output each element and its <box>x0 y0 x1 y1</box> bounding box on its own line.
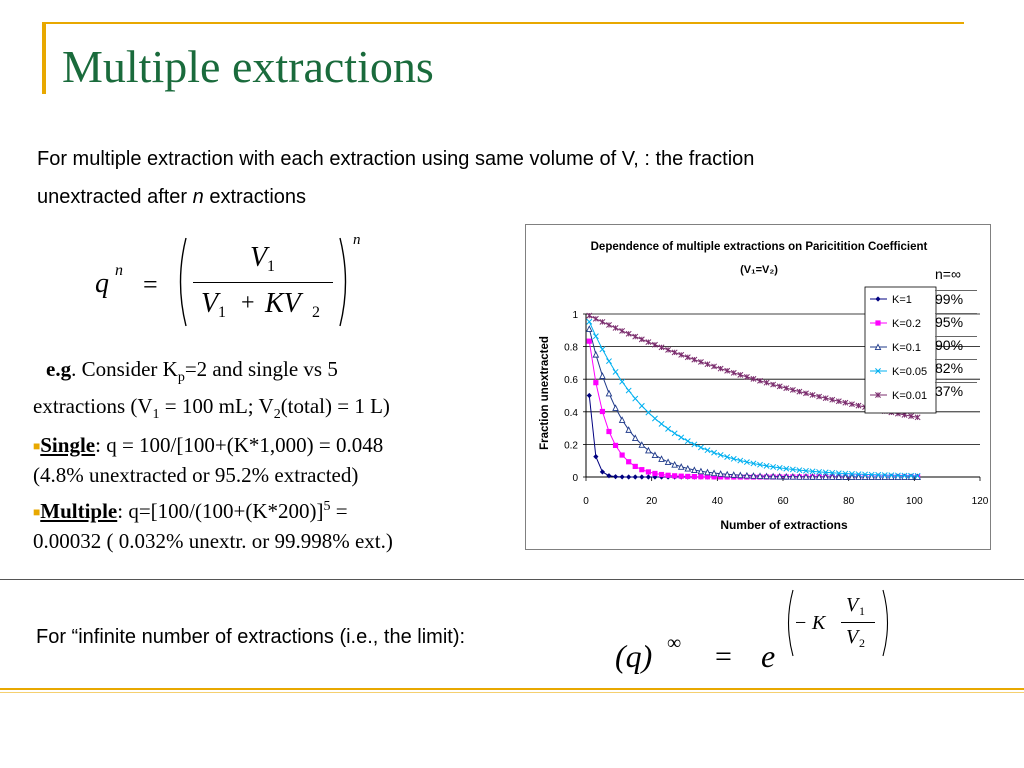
x-tick-label: 40 <box>711 496 723 507</box>
data-point <box>606 429 611 434</box>
section-divider <box>0 579 1024 580</box>
data-point <box>633 396 638 401</box>
data-point <box>718 366 723 371</box>
multiple-line <box>33 492 513 527</box>
data-point <box>633 474 638 479</box>
data-point <box>711 450 716 455</box>
data-point <box>639 403 644 408</box>
data-point <box>685 438 690 443</box>
data-point <box>587 339 592 344</box>
data-point <box>692 474 697 479</box>
data-point <box>620 417 625 422</box>
formula-fraction-bar <box>193 282 333 283</box>
eg-sub-p: p <box>177 370 185 386</box>
data-point <box>646 339 651 344</box>
title-accent-bar <box>42 22 46 94</box>
data-point <box>698 474 703 479</box>
formula-q: q <box>95 268 109 299</box>
x-tick-label: 100 <box>905 496 923 507</box>
data-point <box>652 471 657 476</box>
data-point <box>744 374 749 379</box>
data-point <box>646 410 651 415</box>
data-point <box>679 474 684 479</box>
eg-sub-2: 2 <box>273 407 281 423</box>
data-point <box>705 362 710 367</box>
data-point <box>685 474 690 479</box>
data-point <box>613 369 618 374</box>
slide-title: Multiple extractions <box>62 41 434 92</box>
eg-line2-a: extractions (V <box>33 394 153 419</box>
data-point <box>659 472 664 477</box>
data-point <box>665 426 670 431</box>
data-point <box>600 347 605 352</box>
legend-label: K=0.2 <box>892 318 922 330</box>
data-point <box>626 459 631 464</box>
single-text: : q = 100/[100+(K*1,000) = 0.048 <box>95 433 384 458</box>
data-point <box>659 456 664 461</box>
n-infinity-value: 37% <box>935 383 964 399</box>
legend-label: K=0.05 <box>892 366 928 378</box>
data-point <box>593 352 598 357</box>
legend-label: K=0.01 <box>892 390 928 402</box>
eg-text-a: . Consider K <box>71 357 178 381</box>
limit-base-e: e <box>761 638 776 674</box>
data-point <box>685 355 690 360</box>
data-point <box>613 325 618 330</box>
formula-plus: + <box>241 290 255 316</box>
limit-text: For “infinite number of extractions (i.e., the limit): <box>36 626 466 648</box>
data-point <box>692 357 697 362</box>
legend-marker <box>875 320 880 325</box>
data-point <box>613 443 618 448</box>
single-label: Single <box>40 433 96 458</box>
data-point <box>659 345 664 350</box>
example-block <box>33 355 513 556</box>
n-infinity-value: 82% <box>935 360 964 376</box>
limit-exp-minus: − <box>795 612 807 634</box>
data-point <box>620 379 625 384</box>
data-point <box>665 347 670 352</box>
footer-accent-line <box>0 688 1024 690</box>
chart-subtitle: (V₁=V₂) <box>740 264 778 276</box>
limit-equals: = <box>715 640 732 673</box>
intro-line-2-b: extractions <box>203 186 307 208</box>
single-bullet-icon: ■ <box>33 439 41 454</box>
data-point <box>600 373 605 378</box>
multiple-eq: = <box>330 499 348 524</box>
data-point <box>731 370 736 375</box>
data-point <box>705 448 710 453</box>
eg-line2-c: (total) = 1 L) <box>280 394 390 419</box>
data-point <box>646 469 651 474</box>
chart-container <box>525 224 991 550</box>
data-point <box>626 388 631 393</box>
single-line-2: (4.8% unextracted or 95.2% extracted) <box>33 463 359 488</box>
data-point <box>672 431 677 436</box>
data-point <box>613 405 618 410</box>
data-point <box>613 474 618 479</box>
multiple-exp: 5 <box>323 499 331 515</box>
formula-paren-right <box>337 236 353 328</box>
data-point <box>593 380 598 385</box>
eg-text-b: =2 and single vs 5 <box>184 357 338 381</box>
data-point <box>620 474 625 479</box>
x-tick-label: 20 <box>646 496 658 507</box>
data-point <box>587 393 592 398</box>
data-point <box>593 316 598 321</box>
limit-exp-den: V <box>846 626 859 648</box>
extraction-chart <box>526 225 990 549</box>
eg-label: e.g <box>46 357 72 381</box>
limit-paren-left <box>783 588 795 658</box>
data-point <box>606 391 611 396</box>
limit-paren-right <box>881 588 893 658</box>
data-point <box>672 462 677 467</box>
intro-line-2-a: unextracted after <box>37 186 193 208</box>
multiple-line-2: 0.00032 ( 0.032% unextr. or 99.998% ext.) <box>33 529 393 554</box>
y-tick-label: 0 <box>572 473 578 484</box>
data-point <box>593 334 598 339</box>
limit-exp-num: V <box>846 594 859 616</box>
data-point <box>665 473 670 478</box>
data-point <box>646 474 651 479</box>
data-point <box>600 409 605 414</box>
chart-ylabel: Fraction unextracted <box>539 336 551 450</box>
data-point <box>679 435 684 440</box>
chart-legend <box>865 287 936 413</box>
footer-accent-line-light <box>0 692 1024 693</box>
data-point <box>606 473 611 478</box>
x-tick-label: 120 <box>971 496 989 507</box>
n-infinity-value: 90% <box>935 337 964 353</box>
eg-line2-b: = 100 mL; V <box>159 394 274 419</box>
data-point <box>593 454 598 459</box>
chart-title: Dependence of multiple extractions on Paricitition Coefficient <box>590 241 928 253</box>
x-tick-label: 0 <box>583 496 589 507</box>
limit-exp-den-sub: 2 <box>859 636 865 650</box>
formula-num-sub: 1 <box>267 258 275 275</box>
formula-num-v: V <box>250 242 268 273</box>
multiple-text: : q=[100/(100+(K*200)] <box>117 499 324 524</box>
limit-lhs-exp: ∞ <box>667 632 682 654</box>
data-point <box>633 464 638 469</box>
data-point <box>652 342 657 347</box>
data-point <box>626 331 631 336</box>
eg-sub-1: 1 <box>152 407 160 423</box>
data-point <box>606 359 611 364</box>
formula-den-v1-sub: 1 <box>218 304 226 321</box>
data-point <box>600 469 605 474</box>
data-point <box>587 319 592 324</box>
data-point <box>620 328 625 333</box>
data-point <box>587 313 592 318</box>
multiple-label: Multiple <box>40 499 118 524</box>
data-point <box>725 368 730 373</box>
data-point <box>711 364 716 369</box>
data-point <box>698 359 703 364</box>
example-line-2 <box>33 392 513 429</box>
limit-lhs: (q) <box>615 638 653 674</box>
data-point <box>639 337 644 342</box>
data-point <box>639 467 644 472</box>
formula-fraction-unextracted <box>95 232 375 332</box>
intro-line-2 <box>37 178 997 216</box>
legend-label: K=1 <box>892 294 912 306</box>
data-point <box>600 319 605 324</box>
data-point <box>672 350 677 355</box>
multiple-bullet-icon: ■ <box>33 505 41 520</box>
data-point <box>757 378 762 383</box>
data-point <box>665 459 670 464</box>
title-accent-line <box>42 22 964 24</box>
chart-xlabel: Number of extractions <box>720 518 848 532</box>
formula-outer-exp: n <box>353 232 361 248</box>
intro-n: n <box>192 186 204 208</box>
y-tick-label: 0.8 <box>564 342 578 354</box>
intro-line-1: For multiple extraction with each extraction using same volume of V, : the fraction <box>37 148 755 170</box>
formula-paren-left <box>173 236 189 328</box>
n-infinity-value: 95% <box>935 314 964 330</box>
data-point <box>620 452 625 457</box>
legend-label: K=0.1 <box>892 342 922 354</box>
data-point <box>652 416 657 421</box>
data-point <box>606 322 611 327</box>
formula-den-kv2-sub: 2 <box>312 304 320 321</box>
formula-den-kv2: KV <box>265 288 301 319</box>
y-tick-label: 0.2 <box>564 440 578 452</box>
data-point <box>639 474 644 479</box>
data-point <box>672 473 677 478</box>
data-point <box>626 427 631 432</box>
formula-limit <box>615 588 905 683</box>
data-point <box>633 334 638 339</box>
formula-q-exp: n <box>115 262 123 279</box>
intro-text <box>37 140 997 216</box>
formula-equals: = <box>143 270 158 299</box>
data-point <box>718 452 723 457</box>
limit-exp-num-sub: 1 <box>859 604 865 618</box>
x-tick-label: 80 <box>843 496 855 507</box>
y-tick-label: 0.6 <box>564 375 578 387</box>
formula-den-v1: V <box>201 288 219 319</box>
example-line-1 <box>33 355 513 392</box>
limit-exp-bar <box>841 622 875 623</box>
n-infinity-header: n=∞ <box>935 266 961 282</box>
single-line <box>33 431 513 461</box>
data-point <box>679 352 684 357</box>
y-tick-label: 0.4 <box>564 407 578 419</box>
limit-exp-k: K <box>812 612 826 634</box>
data-point <box>659 421 664 426</box>
data-point <box>738 372 743 377</box>
x-tick-label: 60 <box>777 496 789 507</box>
data-point <box>698 445 703 450</box>
n-infinity-value: 99% <box>935 291 964 307</box>
y-tick-label: 1 <box>572 310 578 321</box>
data-point <box>626 474 631 479</box>
data-point <box>587 326 592 331</box>
